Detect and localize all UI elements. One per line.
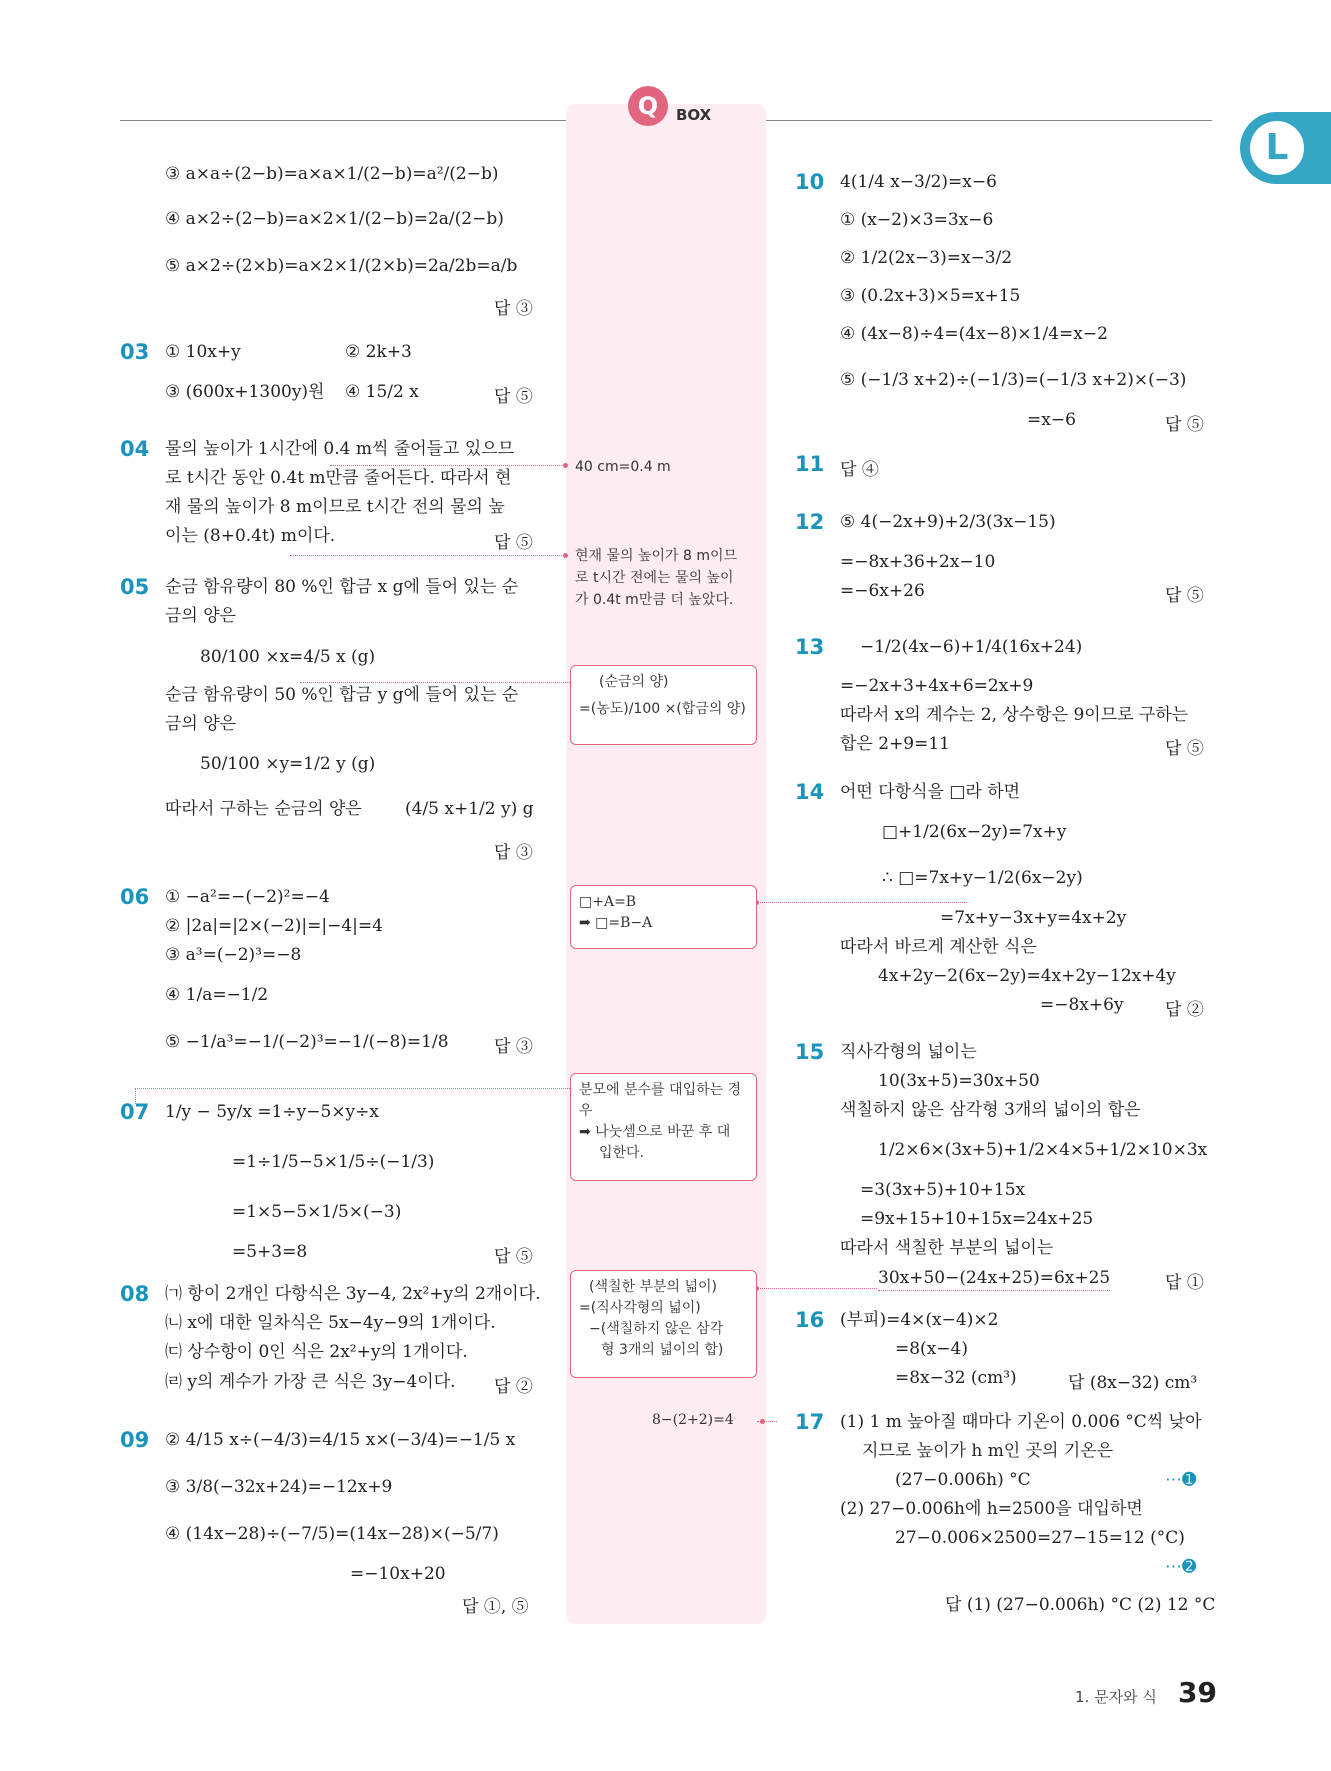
p02-line: ③ a×a÷(2−b)=a×a×1/(2−b)=a²/(2−b) [165,164,499,184]
level-tab-letter: L [1250,121,1304,175]
p17-line: 지므로 높이가 h m인 곳의 기온은 [862,1441,1114,1461]
header-rule-right [766,120,1212,121]
p03-line: ① 10x+y [165,342,241,362]
p05-line: 금의 양은 [165,714,237,734]
answer-mark: 답 ①, ⑤ [462,1597,529,1617]
note-box [570,1270,757,1378]
note-text: 8−(2+2)=4 [652,1412,734,1428]
p05-line: 순금 함유량이 50 %인 합금 y g에 들어 있는 순 [165,685,519,705]
note-box [570,1073,757,1181]
answer-mark: 답 ⑤ [494,1247,533,1267]
p10-line: ④ (4x−8)÷4=(4x−8)×1/4=x−2 [840,324,1108,344]
p15-line: 1/2×6×(3x+5)+1/2×4×5+1/2×10×3x [878,1140,1208,1160]
note-text: ➡ 나눗셈으로 바꾼 후 대 [579,1124,731,1140]
p14-line: 4x+2y−2(6x−2y)=4x+2y−12x+4y [878,966,1176,986]
p03-line: ② 2k+3 [345,342,412,362]
chapter-label: 1. 문자와 식 [1075,1688,1157,1706]
note-text: 가 0.4t m만큼 더 높았다. [575,592,734,608]
p08-line: ㈀ 항이 2개인 다항식은 3y−4, 2x²+y의 2개이다. [165,1284,541,1304]
p05-line: 순금 함유량이 80 %인 합금 x g에 들어 있는 순 [165,577,519,597]
problem-number: 10 [795,170,825,194]
p10-line: ① (x−2)×3=3x−6 [840,210,994,230]
note-text: 분모에 분수를 대입하는 경 [579,1082,742,1098]
note-text: 입한다. [599,1145,645,1161]
answer-mark: 답 ③ [494,843,533,863]
step-marker-2: ⋯➋ [1165,1557,1197,1577]
answer-mark: 답 (8x−32) cm³ [1068,1373,1198,1393]
p13-line: 따라서 x의 계수는 2, 상수항은 9이므로 구하는 [840,705,1189,725]
p07-line: =5+3=8 [232,1242,308,1262]
note-box [570,885,757,949]
p05-line: 50/100 ×y=1/2 y (g) [200,754,376,774]
answer-mark: 답 ② [494,1377,533,1397]
note-leader [135,1088,570,1089]
p06-line: ⑤ −1/a³=−1/(−2)³=−1/(−8)=1/8 [165,1032,449,1052]
p15-line: 30x+50−(24x+25)=6x+25 [878,1266,1110,1291]
note-text: (색칠한 부분의 넓이) [589,1279,718,1295]
p12-line: =−6x+26 [840,581,925,601]
answer-mark: 답 ⑤ [494,533,533,553]
problem-number: 07 [120,1100,150,1124]
p08-line: ㈁ x에 대한 일차식은 5x−4y−9의 1개이다. [165,1313,496,1333]
note-leader [290,555,566,556]
p04-line: 재 물의 높이가 8 m이므로 t시간 전의 물의 높 [165,497,505,517]
p17-line: (27−0.006h) °C [895,1470,1031,1490]
p04-line: 이는 (8+0.4t) m이다. [165,526,336,546]
p09-line: ③ 3/8(−32x+24)=−12x+9 [165,1477,393,1497]
qbox-label: BOX [676,106,712,124]
p15-line: 직사각형의 넓이는 [840,1042,977,1062]
note-text: =(직사각형의 넓이) [579,1300,701,1316]
p15-line: =9x+15+10+15x=24x+25 [860,1209,1094,1229]
p16-line: (부피)=4×(x−4)×2 [840,1310,999,1330]
answer-mark: 답 ① [1165,1273,1204,1293]
level-tab [1240,112,1331,184]
p15-line: 따라서 색칠한 부분의 넓이는 [840,1238,1054,1258]
p07-line: =1÷1/5−5×1/5÷(−1/3) [232,1152,435,1172]
problem-number: 09 [120,1428,150,1452]
note-dot [760,1419,765,1424]
p14-line: ∴ □=7x+y−1/2(6x−2y) [882,868,1083,888]
p03-line: ③ (600x+1300y)원 [165,382,325,402]
p08-line: ㈃ y의 계수가 가장 큰 식은 3y−4이다. [165,1372,456,1392]
p13-line: 합은 2+9=11 [840,734,950,754]
p13-line: −1/2(4x−6)+1/4(16x+24) [860,637,1083,657]
note-leader [757,902,967,903]
p17-line: (2) 27−0.006h에 h=2500을 대입하면 [840,1499,1143,1519]
p10-line: ⑤ (−1/3 x+2)÷(−1/3)=(−1/3 x+2)×(−3) [840,370,1187,390]
p05-line: 금의 양은 [165,606,237,626]
note-leader [300,682,570,683]
problem-number: 14 [795,780,825,804]
problem-number: 11 [795,452,825,476]
note-text: 우 [579,1103,593,1119]
problem-number: 04 [120,437,150,461]
p16-line: =8x−32 (cm³) [895,1368,1017,1388]
p10-line: ② 1/2(2x−3)=x−3/2 [840,248,1013,268]
answer-mark: 답 ⑤ [1165,586,1204,606]
note-leader [135,1088,136,1104]
p08-line: ㈂ 상수항이 0인 식은 2x²+y의 1개이다. [165,1342,468,1362]
answer-mark: 답 ② [1165,1000,1204,1020]
answer-mark: 답 ④ [840,460,879,480]
note-leader [757,1288,877,1289]
p16-line: =8(x−4) [895,1339,968,1359]
problem-number: 05 [120,575,150,599]
p05-line: 따라서 구하는 순금의 양은 [165,799,362,819]
p17-line: (1) 1 m 높아질 때마다 기온이 0.006 °C씩 낮아 [840,1412,1202,1432]
note-dot [563,553,568,558]
p06-line: ④ 1/a=−1/2 [165,985,269,1005]
p09-line: =−10x+20 [350,1564,446,1584]
p14-line: □+1/2(6x−2y)=7x+y [882,822,1067,842]
p02-line: ⑤ a×2÷(2×b)=a×2×1/(2×b)=2a/2b=a/b [165,256,518,276]
note-text: □+A=B [579,894,637,910]
problem-number: 12 [795,510,825,534]
answer-mark: 답 ⑤ [1165,739,1204,759]
problem-number: 08 [120,1282,150,1306]
p13-line: =−2x+3+4x+6=2x+9 [840,676,1034,696]
p07-line: 1/y − 5y/x =1÷y−5×y÷x [165,1102,379,1122]
note-text: 현재 물의 높이가 8 m이므 [575,548,738,564]
p04-line: 물의 높이가 1시간에 0.4 m씩 줄어들고 있으므 [165,439,515,459]
p06-line: ③ a³=(−2)³=−8 [165,945,302,965]
answer-mark: 답 ③ [494,299,533,319]
problem-number: 17 [795,1410,825,1434]
p10-line: ③ (0.2x+3)×5=x+15 [840,286,1021,306]
page-number: 39 [1178,1676,1217,1709]
problem-number: 13 [795,635,825,659]
problem-number: 06 [120,885,150,909]
note-text: 형 3개의 넓이의 합) [601,1342,724,1358]
p14-line: =7x+y−3x+y=4x+2y [940,908,1127,928]
answer-mark: 답 ⑤ [1165,415,1204,435]
note-text: =(농도)/100 ×(합금의 양) [579,701,746,717]
p15-line: =3(3x+5)+10+15x [860,1180,1026,1200]
header-rule-left [120,120,566,121]
p15-line: 10(3x+5)=30x+50 [878,1071,1040,1091]
q-logo-icon: Q [628,86,668,126]
p15-line: 색칠하지 않은 삼각형 3개의 넓이의 합은 [840,1100,1141,1120]
p14-line: =−8x+6y [1040,995,1124,1015]
p12-line: =−8x+36+2x−10 [840,552,996,572]
p12-line: ⑤ 4(−2x+9)+2/3(3x−15) [840,512,1056,532]
step-marker-1: ⋯➊ [1165,1470,1197,1490]
p10-line: =x−6 [1027,410,1076,430]
problem-number: 03 [120,340,150,364]
qbox-strip [566,104,766,1624]
p02-line: ④ a×2÷(2−b)=a×2×1/(2−b)=2a/(2−b) [165,209,504,229]
p10-line: 4(1/4 x−3/2)=x−6 [840,172,997,192]
p14-line: 어떤 다항식을 □라 하면 [840,782,1021,802]
problem-number: 15 [795,1040,825,1064]
p06-line: ① −a²=−(−2)²=−4 [165,887,330,907]
p09-line: ② 4/15 x÷(−4/3)=4/15 x×(−3/4)=−1/5 x [165,1430,516,1450]
answer-mark: 답 ③ [494,1037,533,1057]
note-text: 로 t시간 전에는 물의 높이 [575,570,734,586]
answer-mark: 답 (1) (27−0.006h) °C (2) 12 °C [945,1595,1216,1615]
note-text: ➡ □=B−A [579,915,653,931]
answer-mark: 답 ⑤ [494,387,533,407]
note-text: (순금의 양) [599,674,669,690]
p17-line: 27−0.006×2500=27−15=12 (°C) [895,1528,1185,1548]
p04-line: 로 t시간 동안 0.4t m만큼 줄어든다. 따라서 현 [165,468,512,488]
note-box [570,665,757,745]
p07-line: =1×5−5×1/5×(−3) [232,1202,402,1222]
p14-line: 따라서 바르게 계산한 식은 [840,937,1037,957]
p05-line: (4/5 x+1/2 y) g [405,799,534,819]
p03-line: ④ 15/2 x [345,382,419,402]
p06-line: ② |2a|=|2×(−2)|=|−4|=4 [165,916,383,936]
p09-line: ④ (14x−28)÷(−7/5)=(14x−28)×(−5/7) [165,1524,499,1544]
note-text: −(색칠하지 않은 삼각 [589,1321,724,1337]
note-leader [330,465,566,466]
note-dot [563,463,568,468]
note-text: 40 cm=0.4 m [575,459,671,475]
problem-number: 16 [795,1308,825,1332]
p05-line: 80/100 ×x=4/5 x (g) [200,647,376,667]
